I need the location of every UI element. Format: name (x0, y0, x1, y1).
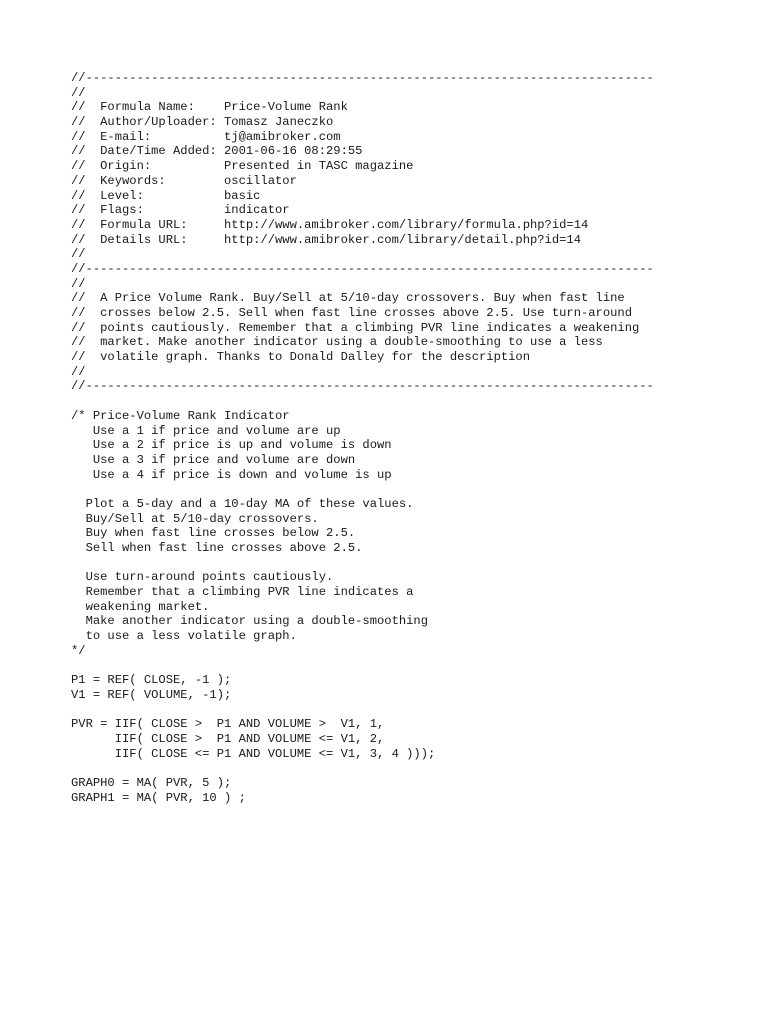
code-line: */ (71, 643, 86, 658)
code-line: // Author/Uploader: Tomasz Janeczko (71, 115, 334, 130)
code-line: // market. Make another indicator using a double-smoothing to use a less (71, 335, 603, 350)
code-line: Use a 3 if price and volume are down (71, 452, 356, 467)
code-line: //------------------------------------------------------------------------------ (71, 71, 654, 85)
blank-line (71, 659, 654, 674)
code-line: // crosses below 2.5. Sell when fast line crosses above 2.5. Use turn-around (71, 306, 632, 320)
code-line: GRAPH1 = MA( PVR, 10 ) ; (71, 790, 246, 805)
code-line: //------------------------------------------------------------------------------ (71, 379, 654, 394)
code-line: // Keywords: oscillator (71, 173, 297, 188)
code-line: // Formula Name: Price-Volume Rank (71, 100, 348, 115)
code-line: weakening market. (71, 599, 210, 614)
code-line: // E-mail: tj@amibroker.com (71, 129, 341, 144)
code-line: // A Price Volume Rank. Buy/Sell at 5/10-day crossovers. Buy when fast line (71, 291, 625, 306)
code-line: /* Price-Volume Rank Indicator (71, 408, 290, 423)
code-line: // Origin: Presented in TASC magazine (71, 159, 414, 174)
code-line: P1 = REF( CLOSE, -1 ); (71, 673, 232, 688)
code-line: Use a 2 if price is up and volume is down (71, 438, 392, 453)
code-line: Remember that a climbing PVR line indicates a (71, 585, 414, 600)
blank-line (71, 703, 654, 718)
blank-line (71, 482, 654, 497)
code-line: //------------------------------------------------------------------------------ (71, 261, 654, 276)
code-line: Plot a 5-day and a 10-day MA of these values. (71, 496, 414, 511)
code-line: Buy when fast line crosses below 2.5. (71, 526, 356, 541)
formula-source-text (71, 71, 654, 805)
blank-line (71, 556, 654, 571)
code-line: // (71, 85, 86, 100)
code-line: // Formula URL: http://www.amibroker.com/library/formula.php?id=14 (71, 217, 589, 232)
code-line: // (71, 247, 86, 262)
code-line: // Date/Time Added: 2001-06-16 08:29:55 (71, 144, 363, 159)
code-line: Buy/Sell at 5/10-day crossovers. (71, 511, 319, 526)
code-line: // volatile graph. Thanks to Donald Dalley for the description (71, 350, 530, 365)
blank-line (71, 394, 654, 409)
code-line: // (71, 276, 86, 291)
code-line: // Details URL: http://www.amibroker.com/library/detail.php?id=14 (71, 232, 581, 247)
code-line: IIF( CLOSE <= P1 AND VOLUME <= V1, 3, 4 ))); (71, 746, 436, 761)
blank-line (71, 761, 654, 776)
code-line: Use turn-around points cautiously. (71, 570, 334, 585)
code-line: Make another indicator using a double-smoothing (71, 614, 428, 629)
code-line: Use a 4 if price is down and volume is up (71, 467, 392, 482)
code-line: GRAPH0 = MA( PVR, 5 ); (71, 776, 232, 790)
code-line: // (71, 364, 86, 379)
code-line: Use a 1 if price and volume are up (71, 423, 341, 438)
code-line: IIF( CLOSE > P1 AND VOLUME <= V1, 2, (71, 731, 385, 746)
code-line: to use a less volatile graph. (71, 629, 297, 644)
code-line: PVR = IIF( CLOSE > P1 AND VOLUME > V1, 1, (71, 717, 385, 732)
code-line: // points cautiously. Remember that a climbing PVR line indicates a weakening (71, 320, 640, 335)
code-line: V1 = REF( VOLUME, -1); (71, 687, 232, 702)
code-line: // Flags: indicator (71, 203, 290, 218)
code-line: // Level: basic (71, 188, 261, 203)
code-line: Sell when fast line crosses above 2.5. (71, 541, 363, 555)
